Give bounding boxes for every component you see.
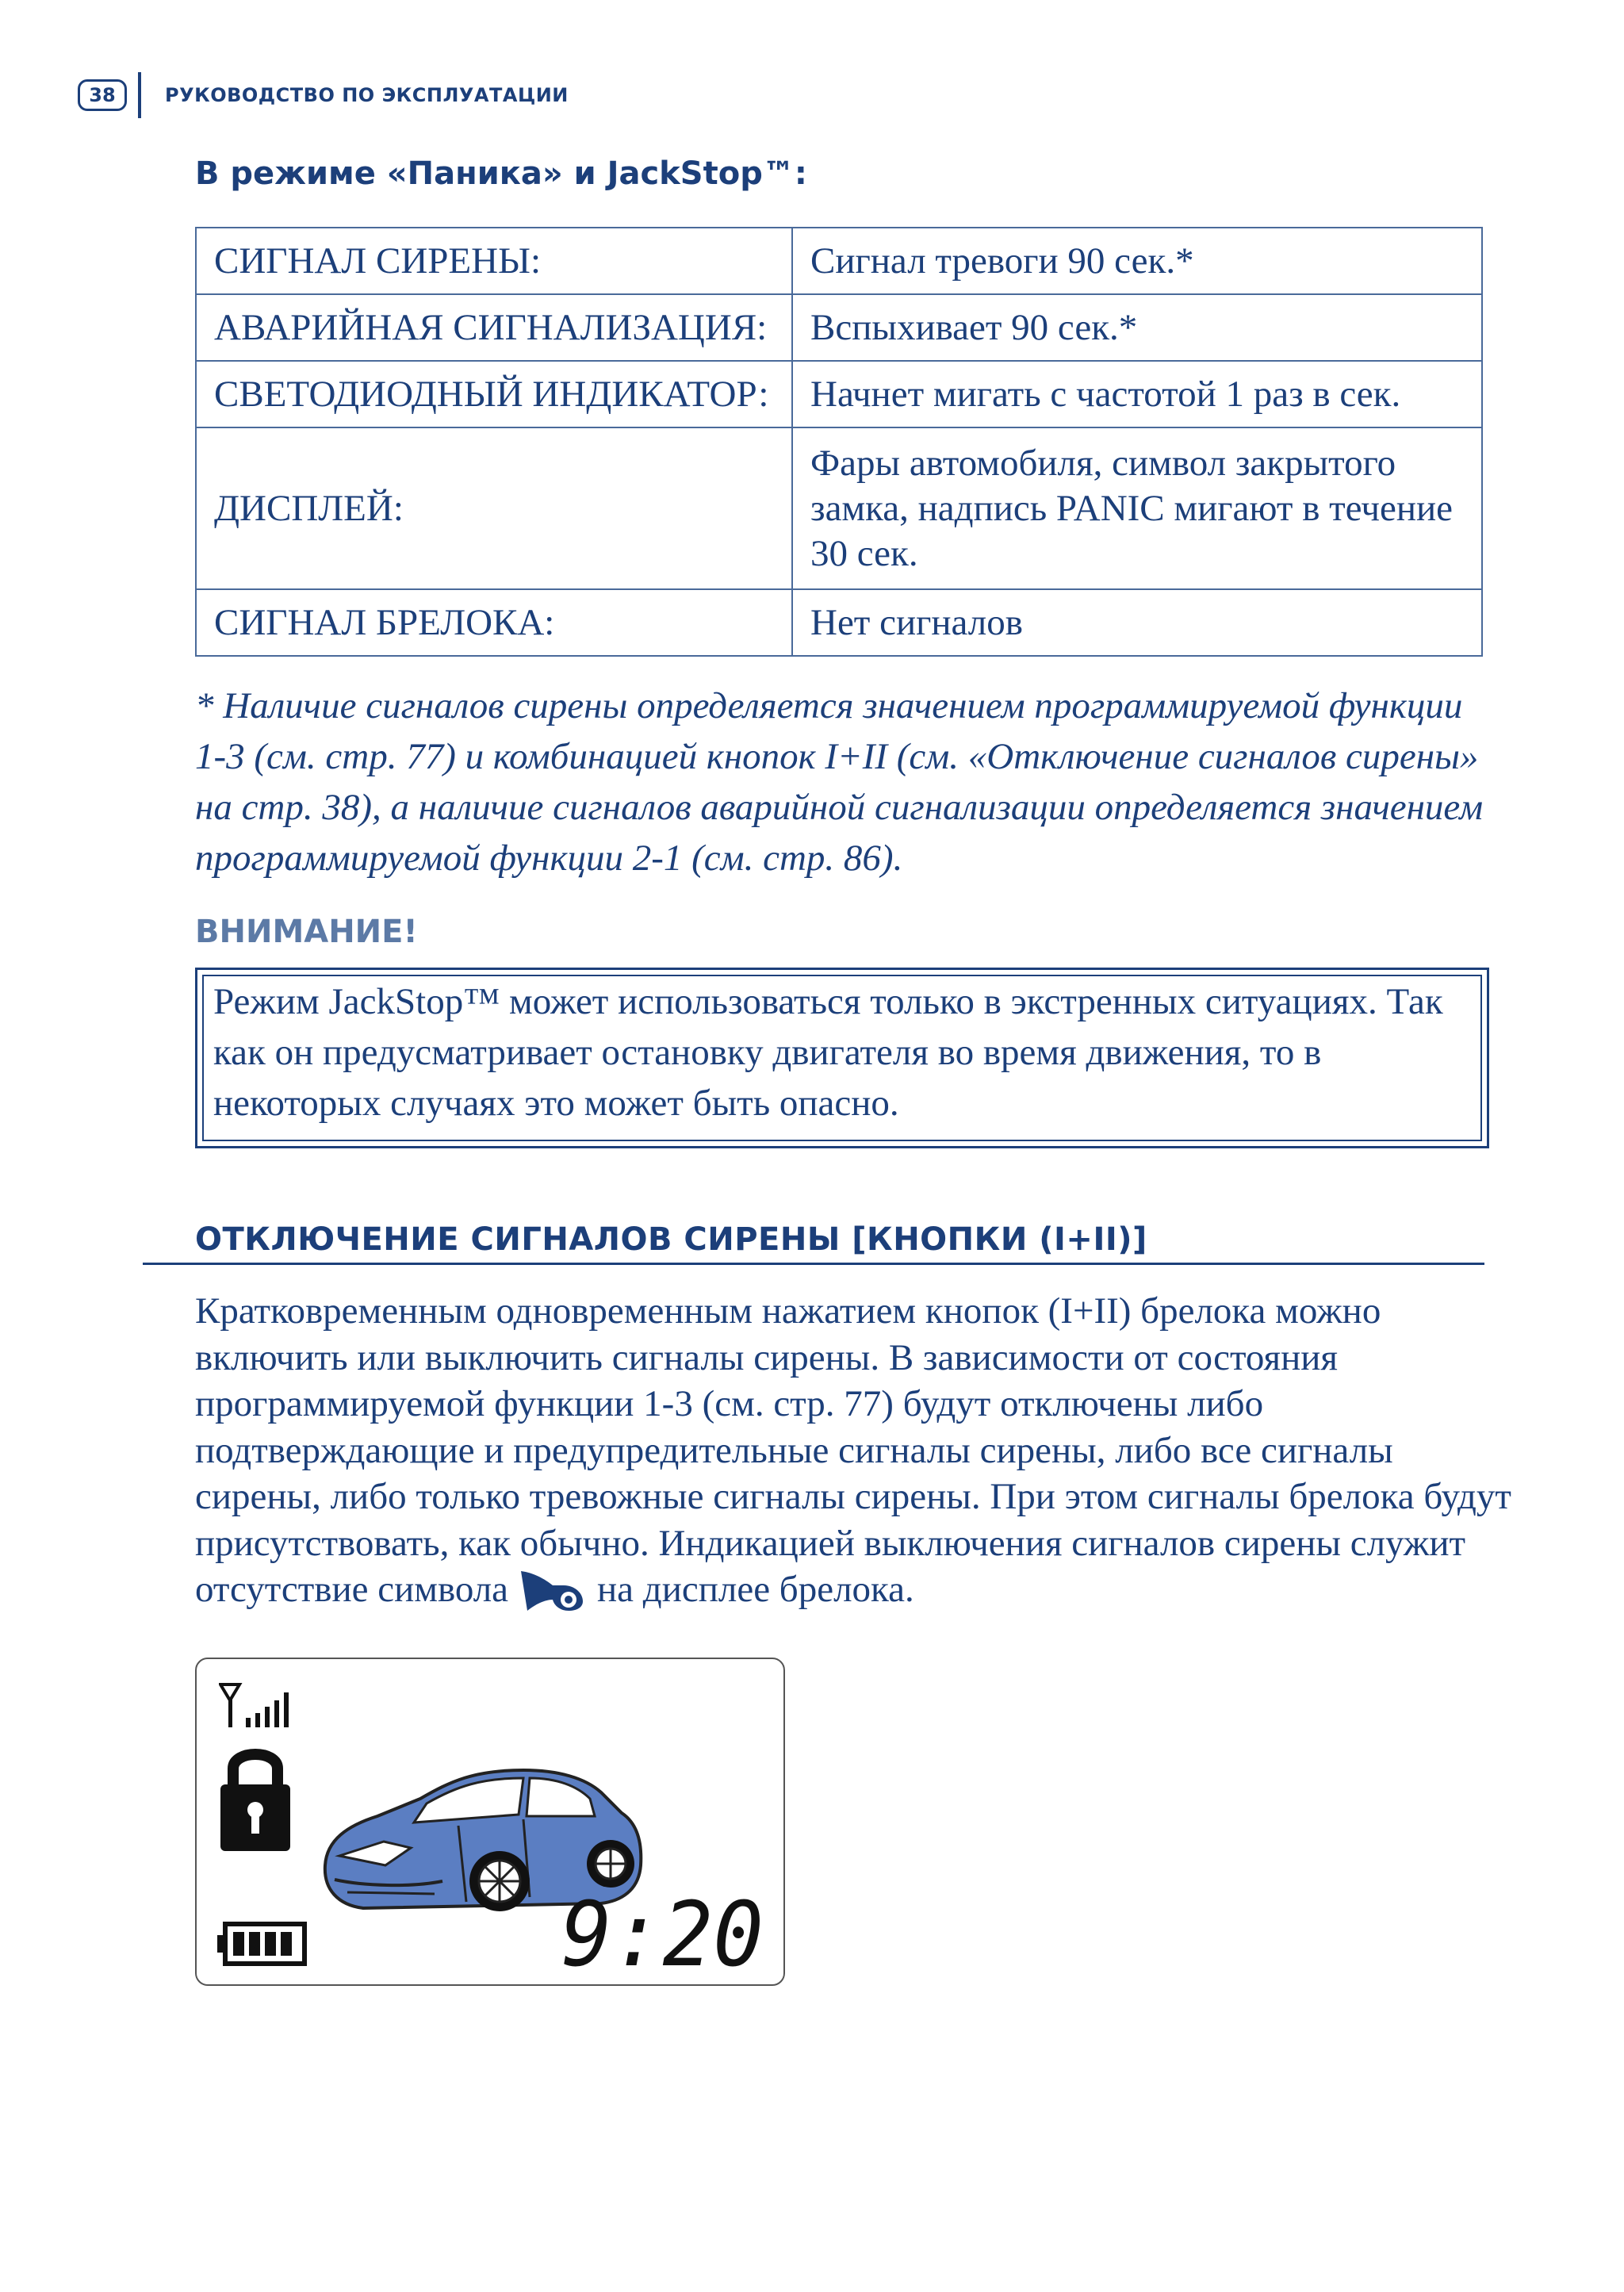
param-key: ДИСПЛЕЙ: xyxy=(196,427,792,589)
table-row xyxy=(196,228,1482,294)
table-row xyxy=(196,294,1482,361)
header-divider xyxy=(138,72,141,118)
page-header xyxy=(78,73,569,117)
page-number: 38 xyxy=(78,79,127,111)
table-row xyxy=(196,589,1482,656)
param-key: СИГНАЛ СИРЕНЫ: xyxy=(196,228,792,294)
param-key: СИГНАЛ БРЕЛОКА: xyxy=(196,589,792,656)
param-key: АВАРИЙНАЯ СИГНАЛИЗАЦИЯ: xyxy=(196,294,792,361)
param-value: Вспыхивает 90 сек.* xyxy=(792,294,1482,361)
section-title: ОТКЛЮЧЕНИЕ СИГНАЛОВ СИРЕНЫ [КНОПКИ (I+II)] xyxy=(195,1221,1147,1258)
siren-horn-icon xyxy=(518,1568,589,1612)
padlock-closed-icon xyxy=(216,1737,295,1856)
manual-title: РУКОВОДСТВО ПО ЭКСПЛУАТАЦИИ xyxy=(165,84,569,106)
param-value: Начнет мигать с частотой 1 раз в сек. xyxy=(792,361,1482,427)
table-row xyxy=(196,361,1482,427)
time-readout xyxy=(561,1894,768,1973)
param-value: Фары автомобиля, символ закрытого замка, надпись PANIC мигают в течение 30 сек. xyxy=(792,427,1482,589)
paragraph-text-end: на дисплее брелока. xyxy=(597,1569,914,1610)
footnote: * Наличие сигналов сирены определяется значением программируемой функции 1-3 (см. стр. 77) и комбинацией кнопок I+II (см. «Отключение сигналов сирены» на стр. 38), а наличие сигналов аварийной сигнализации определяется значением программируемой функции 2-1 (см. стр. 86). xyxy=(195,685,1484,879)
battery-icon xyxy=(216,1921,309,1967)
time-text: 9:20 xyxy=(561,1894,764,1973)
antenna-signal-icon xyxy=(219,1683,297,1729)
siren-paragraph xyxy=(195,1288,1511,1613)
param-value: Сигнал тревоги 90 сек.* xyxy=(792,228,1482,294)
param-value: Нет сигналов xyxy=(792,589,1482,656)
paragraph-text: Кратковременным одновременным нажатием кнопок (I+II) брелока можно включить или выключить сигналы сирены. В зависимости от состояния программируемой функции 1-3 (см. стр. 77) будут отключены либо подтверждающие и предупредительные сигналы сирены, либо все сигналы сирены, либо только тревожные сигналы сирены. При этом сигналы брелока будут присутствовать, как обычно. Индикацией выключения сигналов сирены служит отсутствие символа xyxy=(195,1290,1511,1610)
section-rule xyxy=(143,1263,1484,1265)
warning-box xyxy=(195,968,1489,1148)
panic-params-table xyxy=(195,227,1483,657)
panic-mode-heading: В режиме «Паника» и JackStop™: xyxy=(195,155,807,192)
keyfob-lcd-display xyxy=(195,1658,785,1986)
table-row xyxy=(196,427,1482,589)
attention-label: ВНИМАНИЕ! xyxy=(195,914,418,950)
warning-text: Режим JackStop™ может использоваться только в экстренных ситуациях. Так как он предусматривает остановку двигателя во время движения, то в некоторых случаях это может быть опасно. xyxy=(213,981,1443,1124)
param-key: СВЕТОДИОДНЫЙ ИНДИКАТОР: xyxy=(196,361,792,427)
